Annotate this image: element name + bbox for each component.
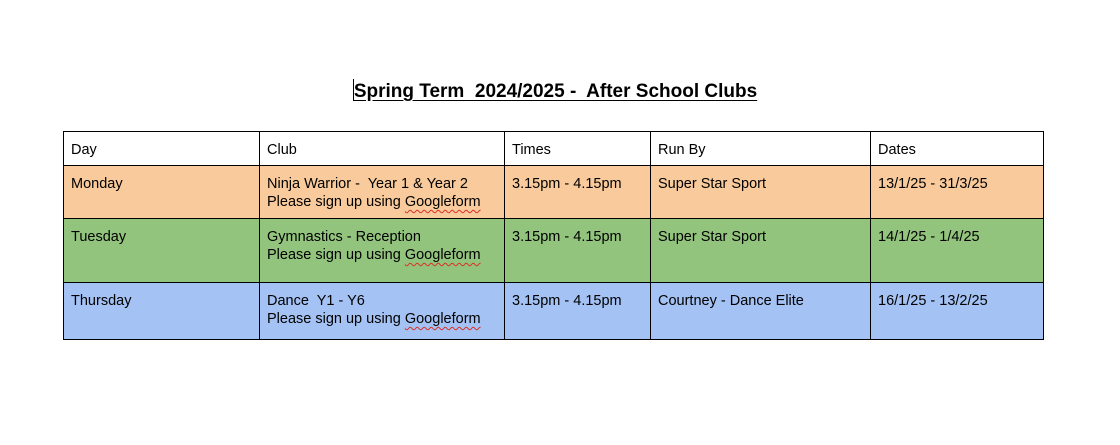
- cell-times: 3.15pm - 4.15pm: [505, 166, 651, 219]
- signup-text: Please sign up using: [267, 194, 405, 210]
- page-title: [0, 79, 1110, 104]
- club-name: Dance Y1 - Y6: [267, 293, 365, 309]
- table-row: [64, 219, 1044, 283]
- header-run-by: Run By: [651, 132, 871, 166]
- cell-times: 3.15pm - 4.15pm: [505, 219, 651, 283]
- club-name: Ninja Warrior - Year 1 & Year 2: [267, 176, 468, 192]
- cell-run-by: Super Star Sport: [651, 219, 871, 283]
- clubs-table: [63, 131, 1044, 340]
- table-header-row: [64, 132, 1044, 166]
- signup-text: Please sign up using: [267, 247, 405, 263]
- cell-club: [260, 219, 505, 283]
- signup-note: [267, 193, 497, 211]
- header-times: Times: [505, 132, 651, 166]
- table-row: [64, 283, 1044, 340]
- cell-dates: 14/1/25 - 1/4/25: [871, 219, 1044, 283]
- table-row: [64, 166, 1044, 219]
- signup-note: [267, 310, 497, 328]
- cell-day: Thursday: [64, 283, 260, 340]
- cell-run-by: Super Star Sport: [651, 166, 871, 219]
- cell-day: Tuesday: [64, 219, 260, 283]
- signup-text: Please sign up using: [267, 311, 405, 327]
- cell-club: [260, 283, 505, 340]
- googleform-word: Googleform: [404, 311, 481, 327]
- header-dates: Dates: [871, 132, 1044, 166]
- cell-run-by: Courtney - Dance Elite: [651, 283, 871, 340]
- cell-dates: 13/1/25 - 31/3/25: [871, 166, 1044, 219]
- signup-note: [267, 246, 497, 264]
- cell-dates: 16/1/25 - 13/2/25: [871, 283, 1044, 340]
- cell-times: 3.15pm - 4.15pm: [505, 283, 651, 340]
- page-title-text: Spring Term 2024/2025 - After School Clubs: [353, 81, 758, 102]
- cell-club: [260, 166, 505, 219]
- club-name: Gymnastics - Reception: [267, 229, 421, 245]
- googleform-word: Googleform: [404, 247, 481, 263]
- header-day: Day: [64, 132, 260, 166]
- header-club: Club: [260, 132, 505, 166]
- cell-day: Monday: [64, 166, 260, 219]
- googleform-word: Googleform: [404, 194, 481, 210]
